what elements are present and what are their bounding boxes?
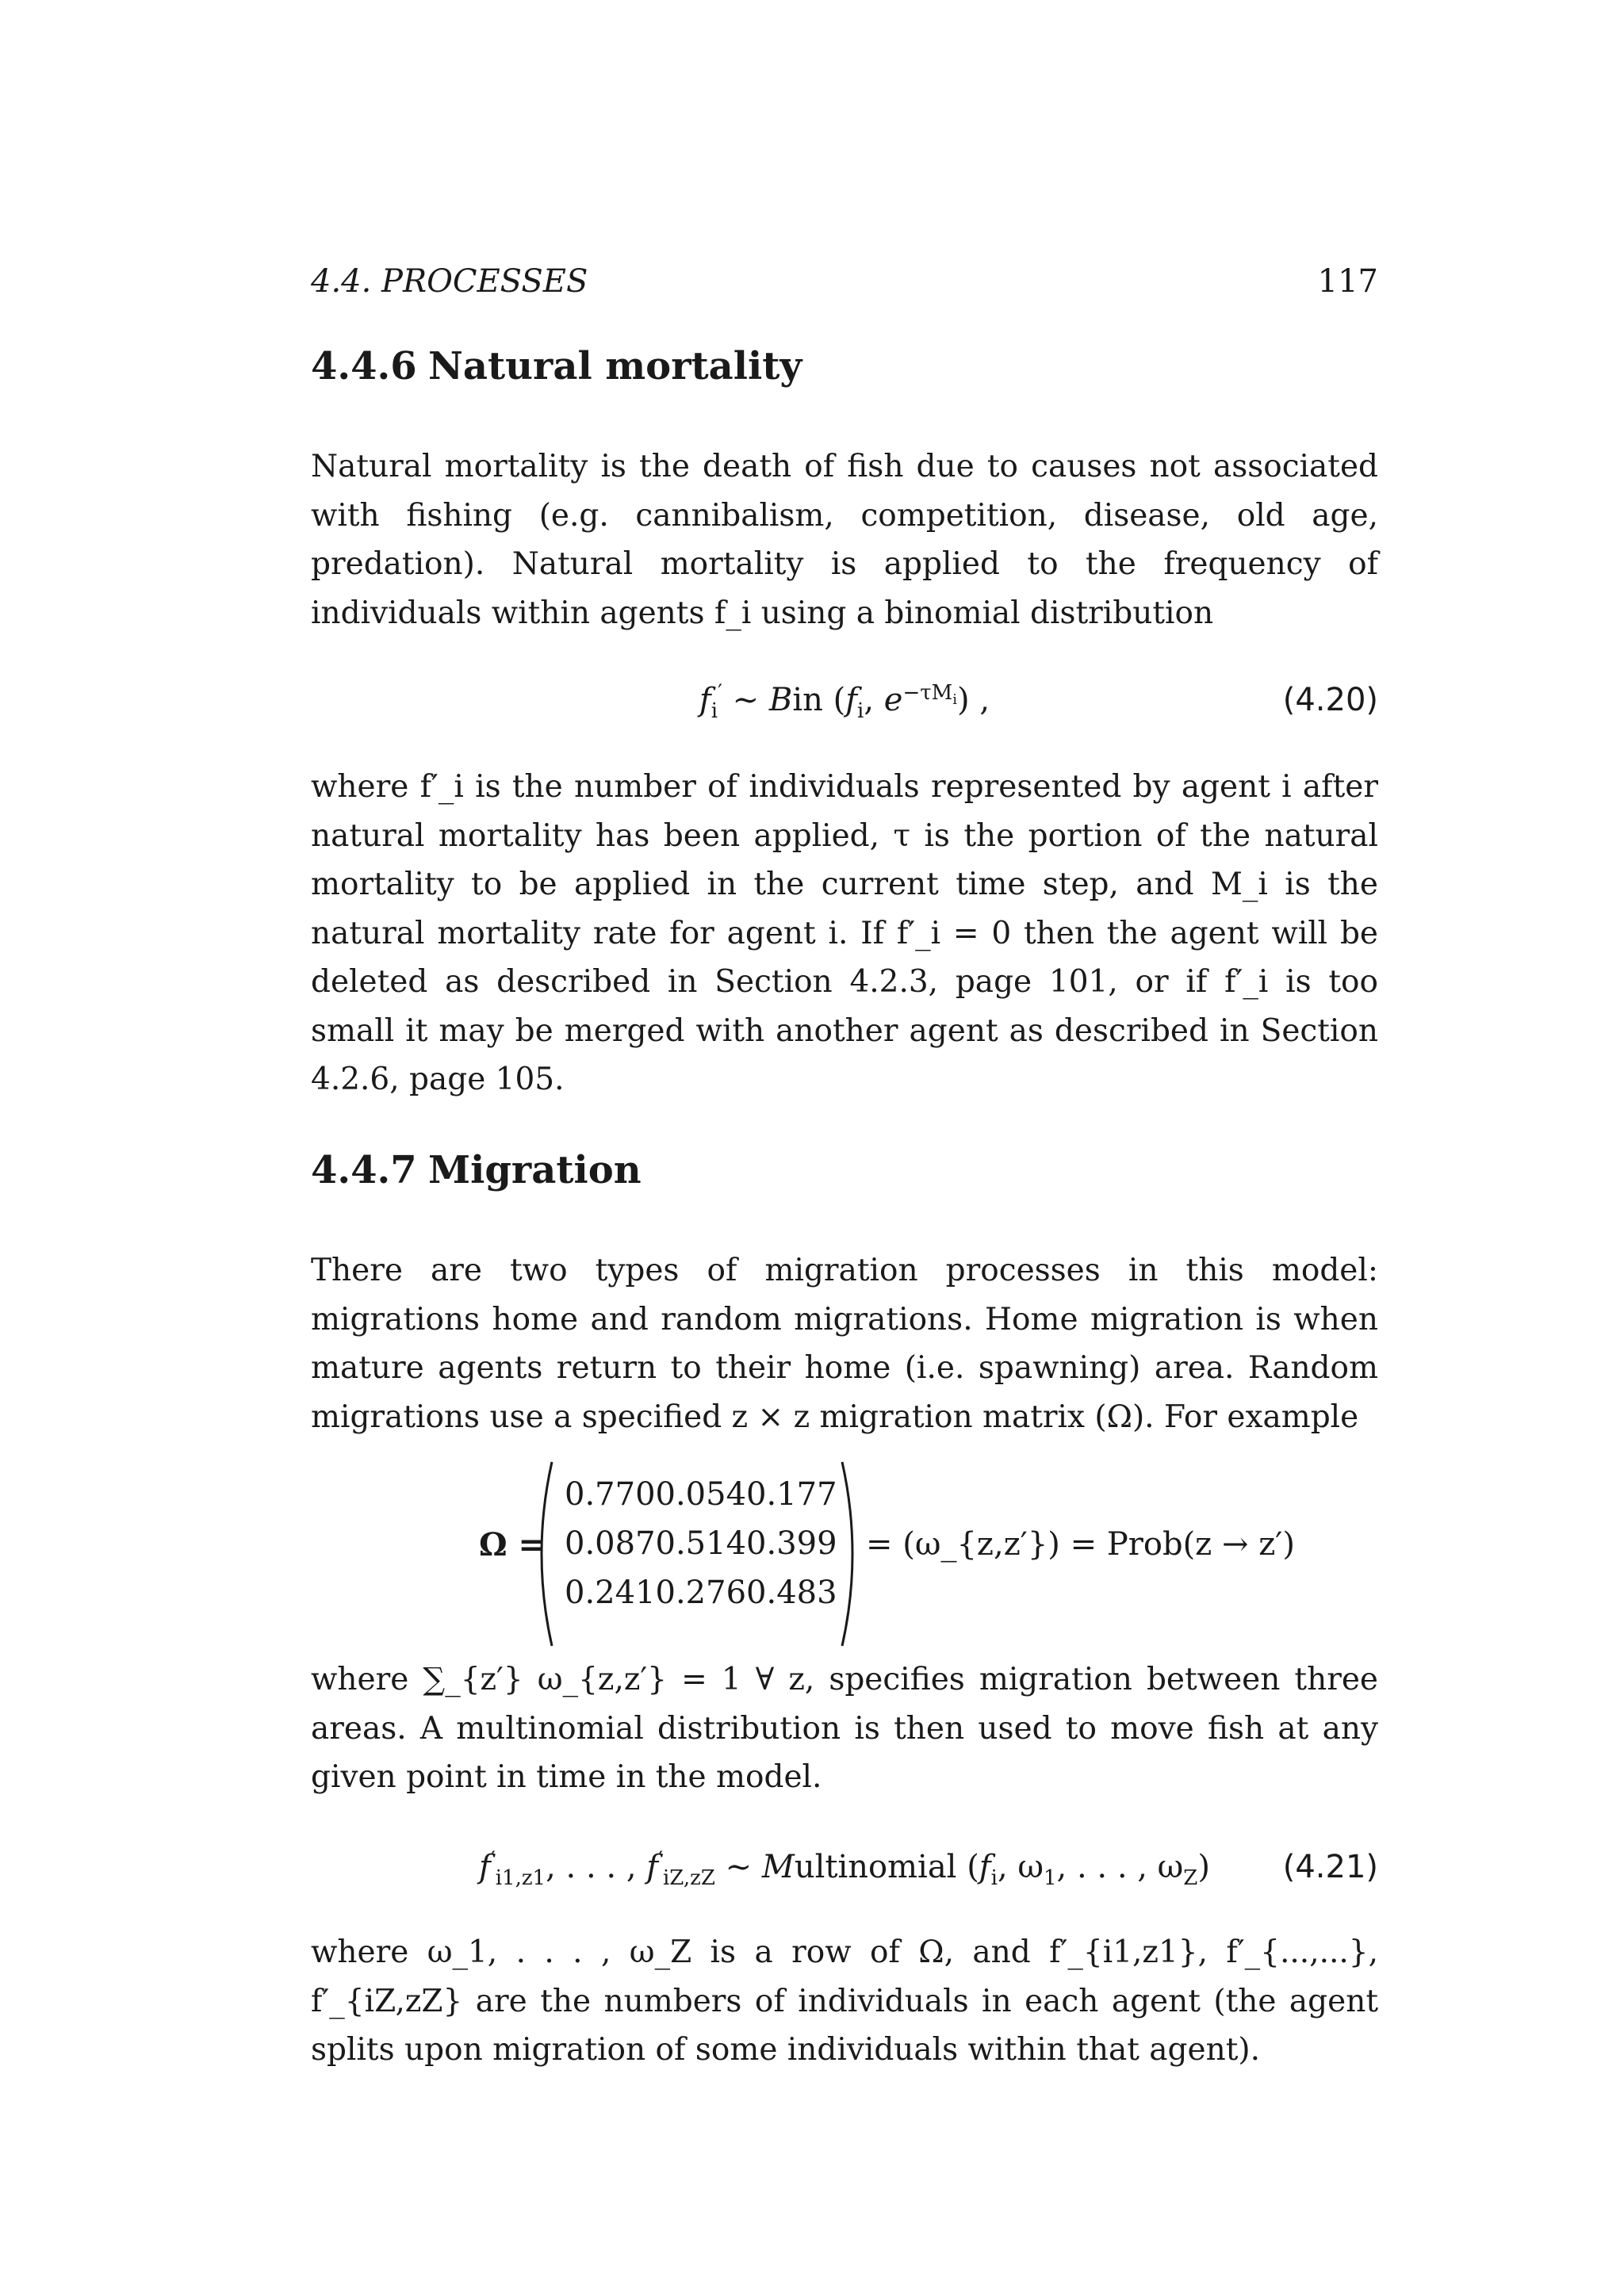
paragraph-text: There are two types of migration processes in this model: migrations home and random migrations. Home migration is when mature agents return to their home (i.e. spawning) area. Random migrations use a specified z × z migration matrix (Ω). For example [311, 1253, 1378, 1435]
right-paren-icon [836, 1459, 868, 1649]
paragraph-text: where f′_i is the number of individuals represented by agent i after natural mortality has been applied, τ is the portion of the natural mortality to be applied in the current time step, and M_i is the natural mortality rate for agent i. If f′_i = 0 then the agent will be deleted as described in Section 4.2.3, page 101, or if f′_i is too small it may be merged with another agent as described in Section 4.2.6, page 105. [311, 769, 1378, 1097]
matrix-cell: 0.276 [655, 1575, 747, 1611]
equation-4-21 [311, 1839, 1378, 1895]
matrix-cell: 0.514 [655, 1525, 747, 1562]
equation-number: (4.21) [1282, 1849, 1378, 1885]
paragraph-migration-intro [311, 1246, 1378, 1441]
running-head [311, 262, 1378, 301]
page-number: 117 [1317, 263, 1378, 300]
migration-matrix-equation [311, 1459, 1378, 1649]
matrix-cell: 0.087 [565, 1525, 656, 1562]
matrix-cell: 0.770 [565, 1476, 656, 1513]
matrix-row [565, 1519, 837, 1568]
paragraph-migration-multinomial [311, 1928, 1378, 2075]
paragraph-migration-matrix-note [311, 1655, 1378, 1802]
paragraph-text: where ∑_{z′} ω_{z,z′} = 1 ∀ z, specifies migration between three areas. A multinomial distribution is then used to move fish at any given point in time in the model. [311, 1662, 1378, 1795]
heading-title: Natural mortality [428, 344, 802, 388]
matrix-cell: 0.399 [746, 1525, 837, 1562]
equation-number: (4.20) [1282, 682, 1378, 718]
document-page [311, 0, 1378, 2296]
heading-title: Migration [428, 1148, 642, 1192]
heading-migration [311, 1146, 642, 1194]
paragraph-natural-mortality-intro [311, 442, 1378, 637]
matrix-rhs: = (ω_{z,z′}) = Prob(z → z′) [866, 1526, 1295, 1563]
matrix-row [565, 1568, 837, 1617]
paragraph-text: Natural mortality is the death of fish due to causes not associated with fishing (e.g. cannibalism, competition, disease, old age, predation). Natural mortality is applied to the frequency of individuals within agents f_i using a binomial distribution [311, 449, 1378, 631]
equation-body: $f_i'$ ∼ Bin ($f_i$, $e^{-\tau M_i}$) , [699, 680, 990, 723]
matrix-cell: 0.054 [655, 1476, 747, 1513]
heading-number: 4.4.7 [311, 1148, 417, 1192]
matrix-cell: 0.177 [746, 1476, 837, 1513]
equation-4-20 [311, 672, 1378, 728]
running-head-section: 4.4. PROCESSES [311, 263, 588, 300]
heading-natural-mortality [311, 342, 802, 390]
matrix-cells [565, 1470, 837, 1617]
left-paren-icon [527, 1459, 558, 1649]
matrix-cell: 0.483 [746, 1575, 837, 1611]
matrix-row [565, 1470, 837, 1519]
matrix-lhs: Ω = [479, 1526, 546, 1563]
paragraph-text: where ω_1, . . . , ω_Z is a row of Ω, and f′_{i1,z1}, f′_{...,...}, f′_{iZ,zZ} are the numbers of individuals in each agent (the agent splits upon migration of some individuals within that agent). [311, 1934, 1378, 2068]
matrix-cell: 0.241 [565, 1575, 656, 1611]
paragraph-natural-mortality-detail [311, 763, 1378, 1104]
heading-number: 4.4.6 [311, 344, 417, 388]
equation-body: $f'_{i1,z1}$, . . . , $f'_{iZ,zZ}$ ∼ Multinomial ($f_i$, $\omega_1$, . . . , $\omega_Z$) [479, 1847, 1210, 1890]
